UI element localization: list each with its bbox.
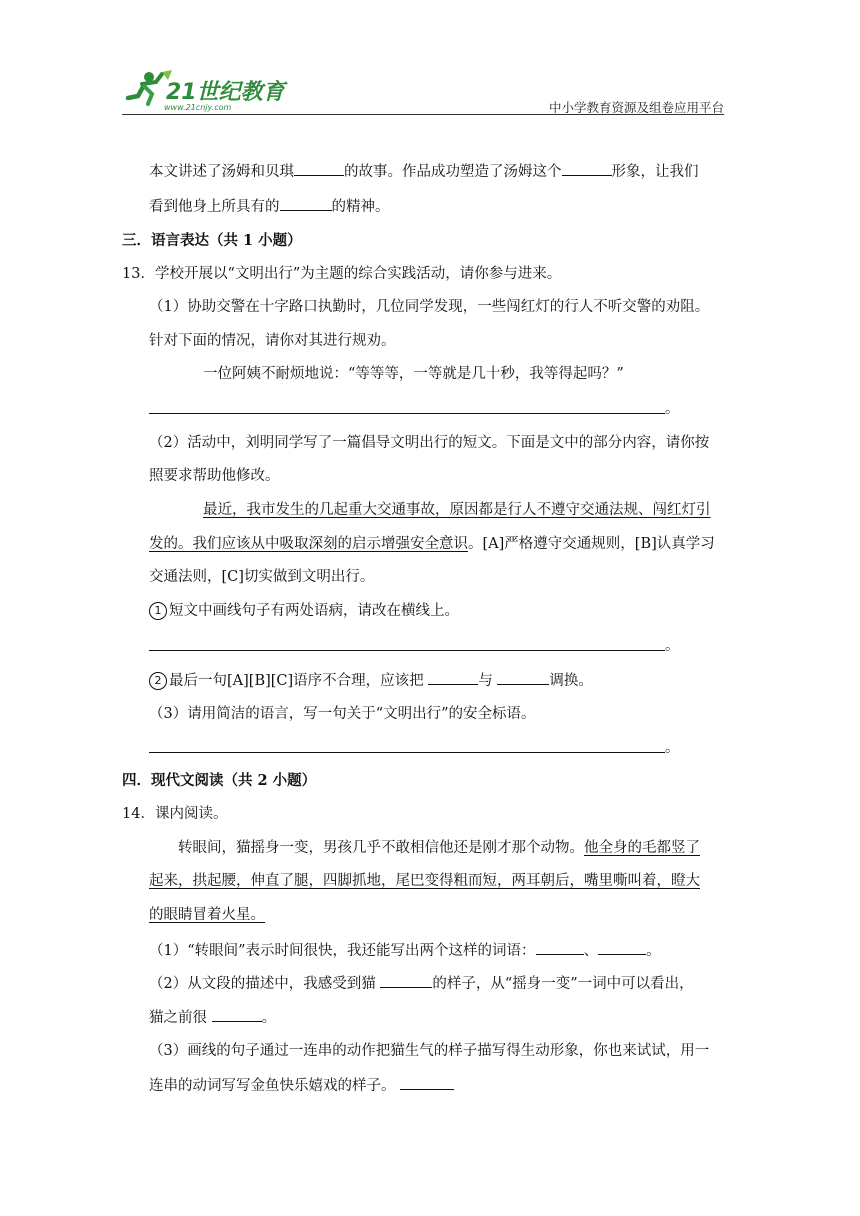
passage-line-2: 发的。我们应该从中吸取深刻的启示增强安全意识。[A]严格遵守交通规则，[B]认真学习	[149, 536, 715, 552]
q13-quote: 一位阿姨不耐烦地说：“等等等，一等就是几十秒，我等得起吗？”	[203, 366, 624, 382]
blank-14-2a[interactable]	[380, 973, 432, 988]
q14-sub1: （1）“转眼间”表示时间很快，我还能写出两个这样的词语： 、 。	[149, 940, 661, 961]
q14-sub2-line2: 猫之前很 。	[149, 1007, 276, 1028]
q13-part3: （3）请用简洁的语言，写一句关于“文明出行”的安全标语。	[149, 706, 536, 722]
blank-14-1b[interactable]	[598, 940, 646, 955]
svg-text:www.21cnjy.com: www.21cnjy.com	[164, 103, 232, 112]
intro-line-1: 本文讲述了汤姆和贝琪 的故事。作品成功塑造了汤姆这个 形象，让我们	[149, 161, 699, 182]
section-3-title: 三．语言表达（共 1 小题）	[122, 232, 302, 249]
circled-number-1: 1	[149, 602, 167, 620]
question-13: 13．学校开展以“文明出行”为主题的综合实践活动，请你参与进来。	[122, 266, 562, 282]
sub-question-2: 2 最后一句[A][B][C]语序不合理，应该把 与 调换。	[149, 670, 593, 691]
q13-part1-line2: 针对下面的情况，请你对其进行规劝。	[149, 333, 396, 349]
passage-line-1: 最近，我市发生的几起重大交通事故，原因都是行人不遵守交通法规、闯红灯引	[203, 502, 711, 518]
reading-line-3: 的眼睛冒着火星。	[149, 907, 265, 923]
period-1: 。	[665, 401, 680, 417]
blank-14-3[interactable]	[400, 1075, 454, 1090]
intro-line-2: 看到他身上所具有的 的精神。	[149, 196, 390, 217]
blank-14-1a[interactable]	[536, 940, 584, 955]
blank-2b[interactable]	[497, 670, 549, 685]
q13-part2-line1: （2）活动中，刘明同学写了一篇倡导文明出行的短文。下面是文中的部分内容，请你按	[149, 435, 710, 451]
passage-line-3: 交通法则，[C]切实做到文明出行。	[149, 569, 375, 585]
reading-line-2: 起来，拱起腰，伸直了腿，四脚抓地，尾巴变得粗而短，两耳朝后，嘴里嘶叫着，瞪大	[149, 873, 700, 889]
section-4-title: 四．现代文阅读（共 2 小题）	[122, 772, 317, 789]
answer-line-1[interactable]	[149, 413, 665, 414]
q14-sub3-line1: （3）画线的句子通过一连串的动作把猫生气的样子描写得生动形象，你也来试试，用一	[149, 1043, 710, 1059]
sub-question-1: 1 短文中画线句子有两处语病，请改在横线上。	[149, 601, 459, 621]
period-2: 。	[665, 638, 680, 654]
question-14: 14．课内阅读。	[122, 806, 228, 822]
q13-part2-line2: 照要求帮助他修改。	[149, 468, 280, 484]
answer-line-3[interactable]	[149, 752, 665, 753]
blank-14-2b[interactable]	[212, 1007, 262, 1022]
svg-text:21世纪教育: 21世纪教育	[166, 80, 285, 105]
circled-number-2: 2	[149, 672, 167, 690]
blank-2a[interactable]	[428, 670, 478, 685]
q13-part1-line1: （1）协助交警在十字路口执勤时，几位同学发现，一些闯红灯的行人不听交警的劝阻。	[149, 299, 710, 315]
platform-name: 中小学教育资源及组卷应用平台	[548, 100, 724, 115]
reading-line-1: 转眼间，猫摇身一变，男孩几乎不敢相信他还是刚才那个动物。他全身的毛都竖了	[178, 840, 700, 856]
q14-sub3-line2: 连串的动词写写金鱼快乐嬉戏的样子。	[149, 1075, 454, 1096]
q14-sub2-line1: （2）从文段的描述中，我感受到猫 的样子，从“摇身一变”一词中可以看出，	[149, 973, 694, 994]
answer-line-2[interactable]	[149, 650, 665, 651]
period-3: 。	[665, 740, 680, 756]
